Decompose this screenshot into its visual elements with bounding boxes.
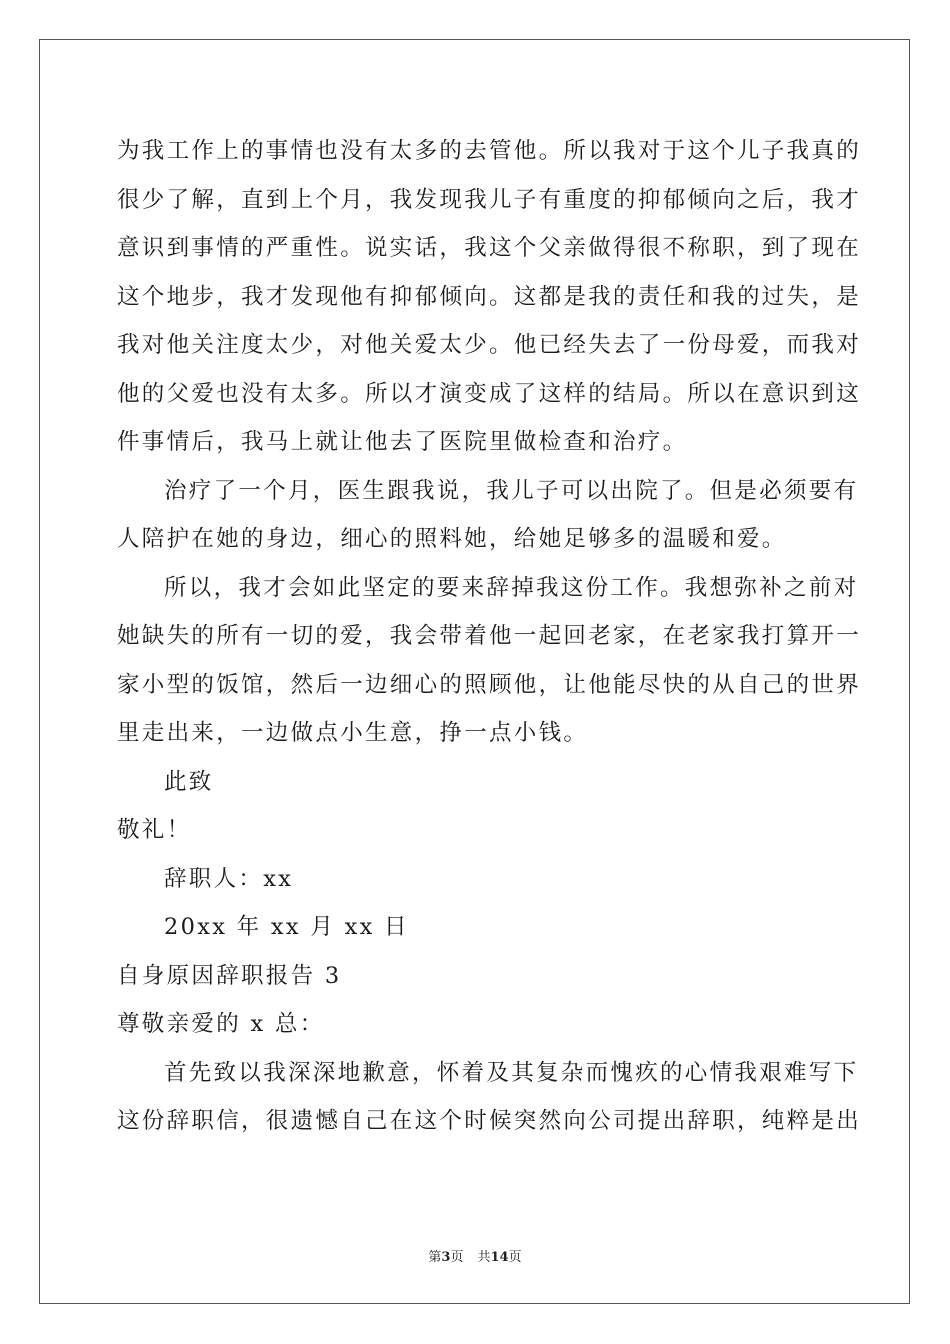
- text-line: 这个地步，我才发现他有抑郁倾向。这都是我的责任和我的过失，是: [117, 283, 862, 310]
- text-line: 家小型的饭馆，然后一边细心的照顾他，让他能尽快的从自己的世界: [117, 671, 862, 698]
- page-footer: [0, 1246, 950, 1265]
- paragraph-start-line: 首先致以我深深地歉意，怀着及其复杂而愧疚的心情我艰难写下: [164, 1059, 859, 1086]
- total-pages: 14: [490, 1250, 509, 1265]
- document-body: [117, 127, 862, 1146]
- text-line: 这份辞职信，很遗憾自己在这个时候突然向公司提出辞职，纯粹是出: [117, 1108, 862, 1134]
- text-line: 里走出来，一边做点小生意，挣一点小钱。: [117, 720, 589, 746]
- text-line: 件事情后，我马上就让他去了医院里做检查和治疗。: [117, 429, 688, 455]
- total-prefix: 共: [477, 1250, 491, 1265]
- page-prefix: 第: [428, 1250, 442, 1265]
- text-line: 人陪护在她的身边，细心的照料她，给她足够多的温暖和爱。: [117, 526, 787, 552]
- page-suffix: 页: [450, 1250, 464, 1265]
- closing-salutation: 此致: [164, 768, 214, 795]
- paragraph-start-line: 所以，我才会如此坚定的要来辞掉我这份工作。我想弥补之前对: [164, 574, 859, 601]
- text-line: 我对他关注度太少，对他关爱太少。他已经失去了一份母爱，而我对: [117, 332, 862, 358]
- text-line: 很少了解，直到上个月，我发现我儿子有重度的抑郁倾向之后，我才: [117, 186, 862, 213]
- letter-greeting: 尊敬亲爱的 x 总：: [117, 1011, 325, 1037]
- section-title: 自身原因辞职报告 3: [117, 962, 342, 989]
- page-number: 3: [441, 1250, 451, 1265]
- closing-regards: 敬礼！: [117, 817, 192, 843]
- total-suffix: 页: [508, 1250, 522, 1265]
- text-line: 她缺失的所有一切的爱，我会带着他一起回老家，在老家我打算开一: [117, 623, 862, 649]
- text-line: 意识到事情的严重性。说实话，我这个父亲做得很不称职，到了现在: [117, 235, 862, 261]
- text-line: 他的父爱也没有太多。所以才演变成了这样的结局。所以在意识到这: [117, 380, 862, 407]
- signature-line: 辞职人：xx: [164, 865, 294, 892]
- text-line: 为我工作上的事情也没有太多的去管他。所以我对于这个儿子我真的: [117, 138, 862, 164]
- date-line: 20xx 年 xx 月 xx 日: [164, 914, 409, 940]
- paragraph-start-line: 治疗了一个月，医生跟我说，我儿子可以出院了。但是必须要有: [164, 477, 859, 504]
